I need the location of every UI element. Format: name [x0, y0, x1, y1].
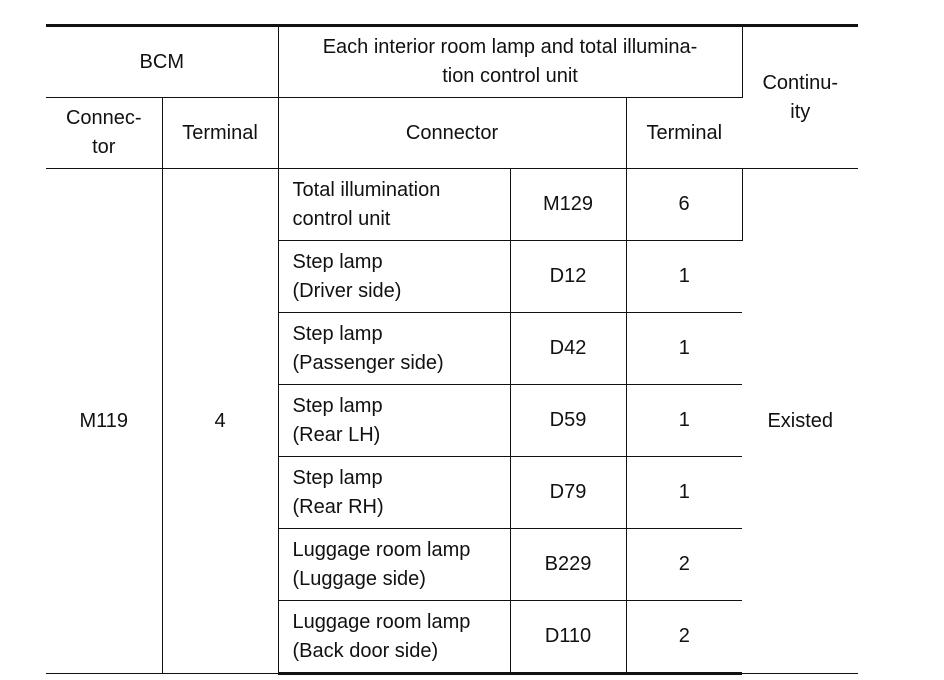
lamp-connector-cell: D42	[510, 313, 626, 385]
lamp-terminal-cell: 1	[626, 457, 742, 529]
lamp-name-line1: Total illumination	[292, 178, 441, 201]
lamp-name-cell	[278, 529, 510, 601]
lamp-name-line1: Step lamp	[292, 466, 383, 489]
table-row	[46, 169, 858, 241]
lamp-name-line2: (Luggage side)	[292, 567, 426, 590]
lamp-name-cell	[278, 313, 510, 385]
lamp-name-line2: control unit	[292, 207, 391, 230]
lamp-name-cell	[278, 601, 510, 674]
bcm-terminal-header	[162, 98, 278, 169]
lamp-connector-cell: D79	[510, 457, 626, 529]
bcm-terminal-header-text: Terminal	[182, 121, 258, 144]
lamp-name-cell	[278, 457, 510, 529]
continuity-table	[46, 24, 858, 675]
lamp-terminal-header	[626, 98, 742, 169]
lamp-name-line1: Step lamp	[292, 322, 383, 345]
lamp-name-line2: (Passenger side)	[292, 351, 444, 374]
lamp-group-header	[278, 26, 742, 98]
lamp-name-line1: Step lamp	[292, 250, 383, 273]
lamp-name-line1: Luggage room lamp	[292, 610, 471, 633]
continuity-header-line2: ity	[790, 100, 811, 123]
bcm-connector-header	[46, 98, 162, 169]
continuity-table-wrapper	[46, 24, 858, 675]
lamp-terminal-header-text: Terminal	[646, 121, 723, 144]
continuity-cell: Existed	[742, 169, 858, 674]
bcm-header-text: BCM	[139, 50, 184, 73]
lamp-group-header-full	[0, 0, 1, 1]
lamp-group-header-line1: Each interior room lamp and total illumina-	[322, 36, 698, 58]
lamp-terminal-cell: 1	[626, 313, 742, 385]
lamp-terminal-cell: 2	[626, 529, 742, 601]
lamp-connector-cell: D12	[510, 241, 626, 313]
header-row-1	[46, 26, 858, 98]
lamp-name-cell	[278, 241, 510, 313]
bcm-header	[46, 26, 278, 98]
lamp-connector-header-text: Connector	[405, 121, 499, 144]
bcm-connector-header-line2: tor	[92, 136, 116, 158]
bcm-terminal-cell: 4	[162, 169, 278, 674]
lamp-name-line2: (Back door side)	[292, 639, 439, 662]
bcm-connector-cell: M119	[46, 169, 162, 674]
lamp-name-line2: (Driver side)	[292, 279, 402, 302]
lamp-connector-cell: M129	[510, 169, 626, 241]
lamp-terminal-cell: 1	[626, 241, 742, 313]
lamp-connector-header	[278, 98, 626, 169]
lamp-connector-cell: D110	[510, 601, 626, 674]
lamp-name-cell	[278, 385, 510, 457]
lamp-terminal-cell: 1	[626, 385, 742, 457]
lamp-name-line1: Luggage room lamp	[292, 538, 471, 561]
lamp-connector-cell: D59	[510, 385, 626, 457]
lamp-name-cell	[278, 169, 510, 241]
lamp-terminal-cell: 2	[626, 601, 742, 674]
continuity-header-line1: Continu-	[762, 71, 839, 94]
lamp-terminal-cell: 6	[626, 169, 742, 241]
lamp-connector-cell: B229	[510, 529, 626, 601]
lamp-name-line2: (Rear RH)	[292, 495, 384, 518]
lamp-name-line1: Step lamp	[292, 394, 383, 417]
lamp-name-line2: (Rear LH)	[292, 423, 381, 446]
header-row-2	[46, 98, 858, 169]
bcm-connector-header-line1: Connec-	[65, 107, 142, 129]
lamp-group-header-line2: tion control unit	[442, 65, 578, 87]
continuity-header	[742, 26, 858, 169]
